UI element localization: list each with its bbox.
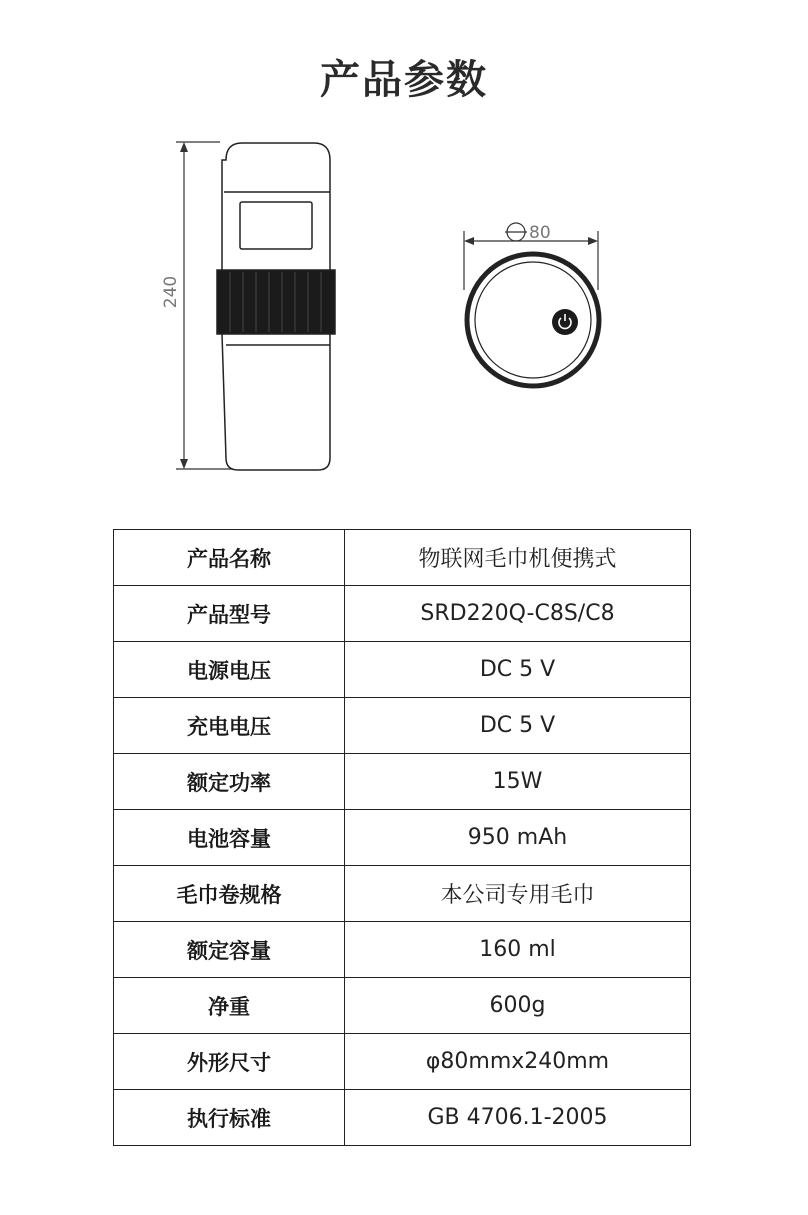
- spec-value: DC 5 V: [345, 642, 691, 698]
- display-window: [240, 202, 312, 249]
- spec-label: 执行标准: [114, 1090, 345, 1146]
- device-top-view: [467, 254, 599, 386]
- power-button: [552, 309, 578, 335]
- spec-label: 额定容量: [114, 922, 345, 978]
- spec-value: SRD220Q-C8S/C8: [345, 586, 691, 642]
- spec-value: 600g: [345, 978, 691, 1034]
- spec-label: 电池容量: [114, 810, 345, 866]
- grip-band: [217, 270, 335, 334]
- spec-label: 产品名称: [114, 530, 345, 586]
- table-row: [114, 642, 691, 698]
- table-row: [114, 978, 691, 1034]
- table-row: [114, 866, 691, 922]
- table-row: [114, 810, 691, 866]
- spec-label: 充电电压: [114, 698, 345, 754]
- height-label: 240: [161, 275, 181, 309]
- page-title: 产品参数: [320, 57, 488, 103]
- spec-label: 额定功率: [114, 754, 345, 810]
- spec-value: 160 ml: [345, 922, 691, 978]
- spec-value: 本公司专用毛巾: [345, 866, 691, 922]
- device-side-view: [217, 143, 335, 470]
- spec-value: 15W: [345, 754, 691, 810]
- spec-table: [113, 529, 691, 1146]
- spec-value: GB 4706.1-2005: [345, 1090, 691, 1146]
- table-row: [114, 1034, 691, 1090]
- spec-label: 净重: [114, 978, 345, 1034]
- diameter-label: 80: [529, 223, 551, 243]
- product-dimension-drawing: [0, 130, 808, 480]
- table-row: [114, 1090, 691, 1146]
- spec-value: 950 mAh: [345, 810, 691, 866]
- spec-label: 外形尺寸: [114, 1034, 345, 1090]
- table-row: [114, 754, 691, 810]
- spec-value: 物联网毛巾机便携式: [345, 530, 691, 586]
- spec-value: φ80mmx240mm: [345, 1034, 691, 1090]
- spec-value: DC 5 V: [345, 698, 691, 754]
- table-row: [114, 530, 691, 586]
- spec-label: 毛巾卷规格: [114, 866, 345, 922]
- table-row: [114, 922, 691, 978]
- spec-label: 电源电压: [114, 642, 345, 698]
- table-row: [114, 698, 691, 754]
- spec-label: 产品型号: [114, 586, 345, 642]
- table-row: [114, 586, 691, 642]
